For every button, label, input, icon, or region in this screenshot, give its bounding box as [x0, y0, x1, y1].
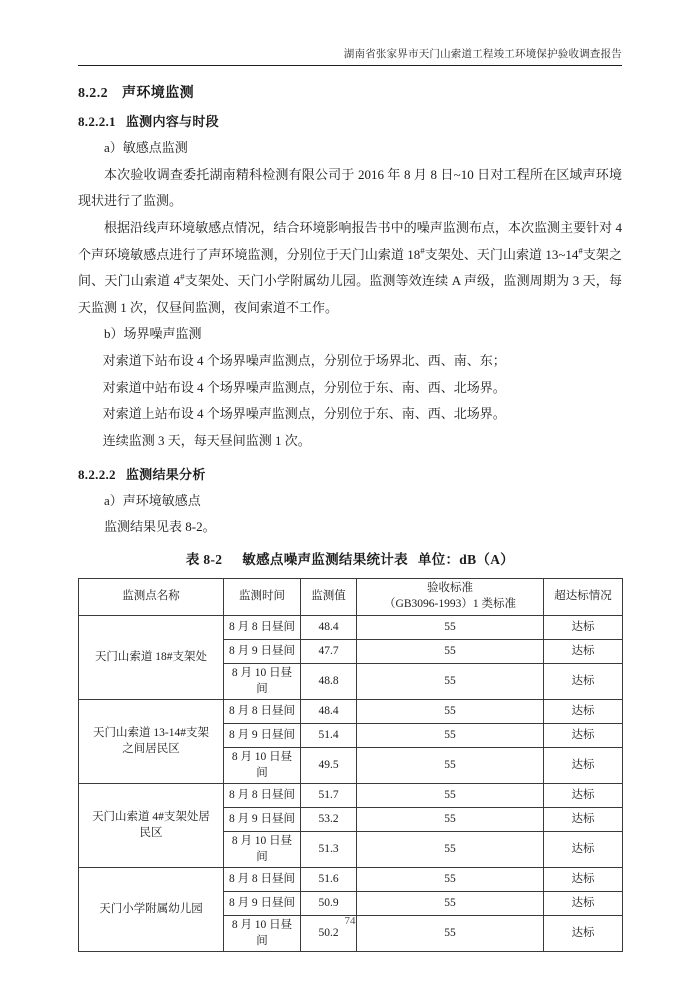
- list-item-b-boundary-noise: b）场界噪声监测: [104, 326, 202, 342]
- cell-standard: 55: [357, 868, 544, 892]
- para-b-part3: 支架之间、天门山索道 4: [78, 246, 622, 289]
- cell-value: 51.3: [301, 832, 357, 868]
- cell-result: 达标: [544, 868, 623, 892]
- cell-value: 51.4: [301, 724, 357, 748]
- cell-time: 8 月 9 日昼间: [224, 808, 301, 832]
- table-row: [79, 784, 623, 808]
- cell-standard: 55: [357, 892, 544, 916]
- page-number: 74: [344, 915, 356, 927]
- table-row: [79, 700, 623, 724]
- section-heading-8-2-2-1: [78, 111, 622, 130]
- column-header-value: 监测值: [301, 579, 357, 616]
- cell-time: 8 月 8 日昼间: [224, 700, 301, 724]
- cell-standard: 55: [357, 640, 544, 664]
- point-name-line2: 之间居民区: [122, 742, 180, 755]
- noise-monitoring-results-table: [78, 578, 623, 952]
- cell-point-name: [79, 784, 224, 868]
- cell-standard: 55: [357, 832, 544, 868]
- column-header-result: 超达标情况: [544, 579, 623, 616]
- point-name-line1: 天门山索道 13-14#支架: [93, 727, 209, 740]
- list-item-a-acoustic-sensitive: a）声环境敏感点: [104, 492, 201, 508]
- cell-result: 达标: [544, 808, 623, 832]
- cell-value: 47.7: [301, 640, 357, 664]
- hash-superscript-13-14: #: [578, 245, 583, 256]
- cell-time: 8 月 10 日昼间: [224, 832, 301, 868]
- cell-value: 53.2: [301, 808, 357, 832]
- boundary-line-upper-station: 对索道上站布设 4 个场界噪声监测点，分别位于东、南、西、北场界。: [102, 406, 506, 422]
- cell-result: 达标: [544, 892, 623, 916]
- column-header-standard-line2: （GB3096-1993）1 类标准: [384, 598, 516, 610]
- cell-value: 50.9: [301, 892, 357, 916]
- table-caption-label: 表 8-2: [185, 552, 223, 567]
- section-number-8-2-2: 8.2.2: [78, 86, 108, 101]
- section-number-8-2-2-1: 8.2.2.1: [78, 114, 116, 129]
- table-header-row: [79, 579, 623, 616]
- cell-time: 8 月 9 日昼间: [224, 640, 301, 664]
- cell-result: 达标: [544, 724, 623, 748]
- section-number-8-2-2-2: 8.2.2.2: [78, 466, 116, 482]
- hash-superscript-18: #: [420, 245, 425, 256]
- cell-time: 8 月 8 日昼间: [224, 868, 301, 892]
- para-b-part1: 根据沿线声环境敏感点情况，结合环境影响报告书中的噪声监测布点，本次监测主要针对 4 个声环境敏感点进行了声环境监测，分别位于天门山索道 18: [78, 219, 622, 262]
- paragraph-see-table: 监测结果见表 8-2。: [104, 519, 216, 535]
- cell-result: 达标: [544, 616, 623, 640]
- cell-standard: 55: [357, 700, 544, 724]
- paragraph-monitoring-commission-text: 本次验收调查委托湖南精科检测有限公司于 2016 年 8 月 8 日~10 日对工程所在区域声环境现状进行了监测。: [78, 166, 622, 209]
- boundary-line-duration: 连续监测 3 天，每天昼间监测 1 次。: [102, 433, 311, 449]
- boundary-line-lower-station: 对索道下站布设 4 个场界噪声监测点，分别位于场界北、西、南、东；: [102, 353, 506, 369]
- document-body: [78, 82, 622, 541]
- cell-standard: 55: [357, 664, 544, 700]
- paragraph-monitoring-commission: [78, 162, 622, 215]
- column-header-time: 监测时间: [224, 579, 301, 616]
- cell-standard: 55: [357, 724, 544, 748]
- cell-standard: 55: [357, 808, 544, 832]
- cell-value: 51.7: [301, 784, 357, 808]
- cell-result: 达标: [544, 784, 623, 808]
- table-body: [79, 616, 623, 952]
- para-b-part4: 支架处、天门小学附属幼儿园。监测等效连续 A 声级，监测周期为 3 天，每天监测 1 次，仅昼间监测，夜间索道不工作。: [78, 273, 622, 315]
- cell-standard: 55: [357, 916, 544, 952]
- table-row: [79, 616, 623, 640]
- cell-standard: 55: [357, 748, 544, 784]
- table-header: [79, 579, 623, 616]
- cell-time: 8 月 10 日昼间: [224, 664, 301, 700]
- table-caption-unit: 单位：dB（A）: [417, 552, 515, 567]
- cell-result: 达标: [544, 664, 623, 700]
- running-header: 湖南省张家界市天门山索道工程竣工环境保护验收调查报告: [343, 49, 622, 60]
- section-title-8-2-2: 声环境监测: [122, 86, 194, 101]
- cell-time: 8 月 9 日昼间: [224, 892, 301, 916]
- cell-time: 8 月 10 日昼间: [224, 916, 301, 952]
- list-item-a-sensitive-point: a）敏感点监测: [104, 140, 188, 155]
- point-name-line2: 民区: [139, 826, 163, 839]
- cell-value: 48.4: [301, 616, 357, 640]
- hash-superscript-4: #: [180, 271, 185, 282]
- boundary-line-middle-station: 对索道中站布设 4 个场界噪声监测点，分别位于东、南、西、北场界。: [102, 379, 506, 395]
- table-caption: [78, 548, 622, 568]
- cell-result: 达标: [544, 916, 623, 952]
- table-row: [79, 868, 623, 892]
- section-title-8-2-2-1: 监测内容与时段: [125, 114, 219, 129]
- section-title-8-2-2-2: 监测结果分析: [125, 466, 206, 482]
- cell-value: 48.4: [301, 700, 357, 724]
- cell-result: 达标: [544, 640, 623, 664]
- cell-value: 51.6: [301, 868, 357, 892]
- column-header-standard: [357, 579, 544, 616]
- cell-result: 达标: [544, 832, 623, 868]
- paragraph-sensitive-points-detail: [78, 215, 622, 322]
- section-heading-8-2-2-2: [78, 464, 622, 483]
- cell-point-name: [79, 616, 224, 700]
- point-name-line1: 天门山索道 18#支架处: [94, 650, 208, 663]
- cell-result: 达标: [544, 700, 623, 724]
- cell-time: 8 月 8 日昼间: [224, 616, 301, 640]
- point-name-line1: 天门小学附属幼儿园: [99, 902, 203, 915]
- header-rule: [78, 65, 622, 66]
- cell-standard: 55: [357, 784, 544, 808]
- para-b-part2: 支架处、天门山索道 13~14: [424, 246, 579, 262]
- cell-standard: 55: [357, 616, 544, 640]
- cell-value: 49.5: [301, 748, 357, 784]
- point-name-line1: 天门山索道 4#支架处居: [92, 811, 210, 824]
- column-header-standard-line1: 验收标准: [427, 582, 473, 595]
- cell-time: 8 月 10 日昼间: [224, 748, 301, 784]
- cell-result: 达标: [544, 748, 623, 784]
- section-heading-8-2-2: [78, 82, 622, 102]
- cell-time: 8 月 9 日昼间: [224, 724, 301, 748]
- cell-point-name: [79, 700, 224, 784]
- cell-value: 48.8: [301, 664, 357, 700]
- table-caption-title: 敏感点噪声监测结果统计表: [242, 552, 408, 567]
- column-header-name: 监测点名称: [79, 579, 224, 616]
- cell-point-name: [79, 868, 224, 952]
- cell-time: 8 月 8 日昼间: [224, 784, 301, 808]
- cell-value: 50.2: [301, 916, 357, 952]
